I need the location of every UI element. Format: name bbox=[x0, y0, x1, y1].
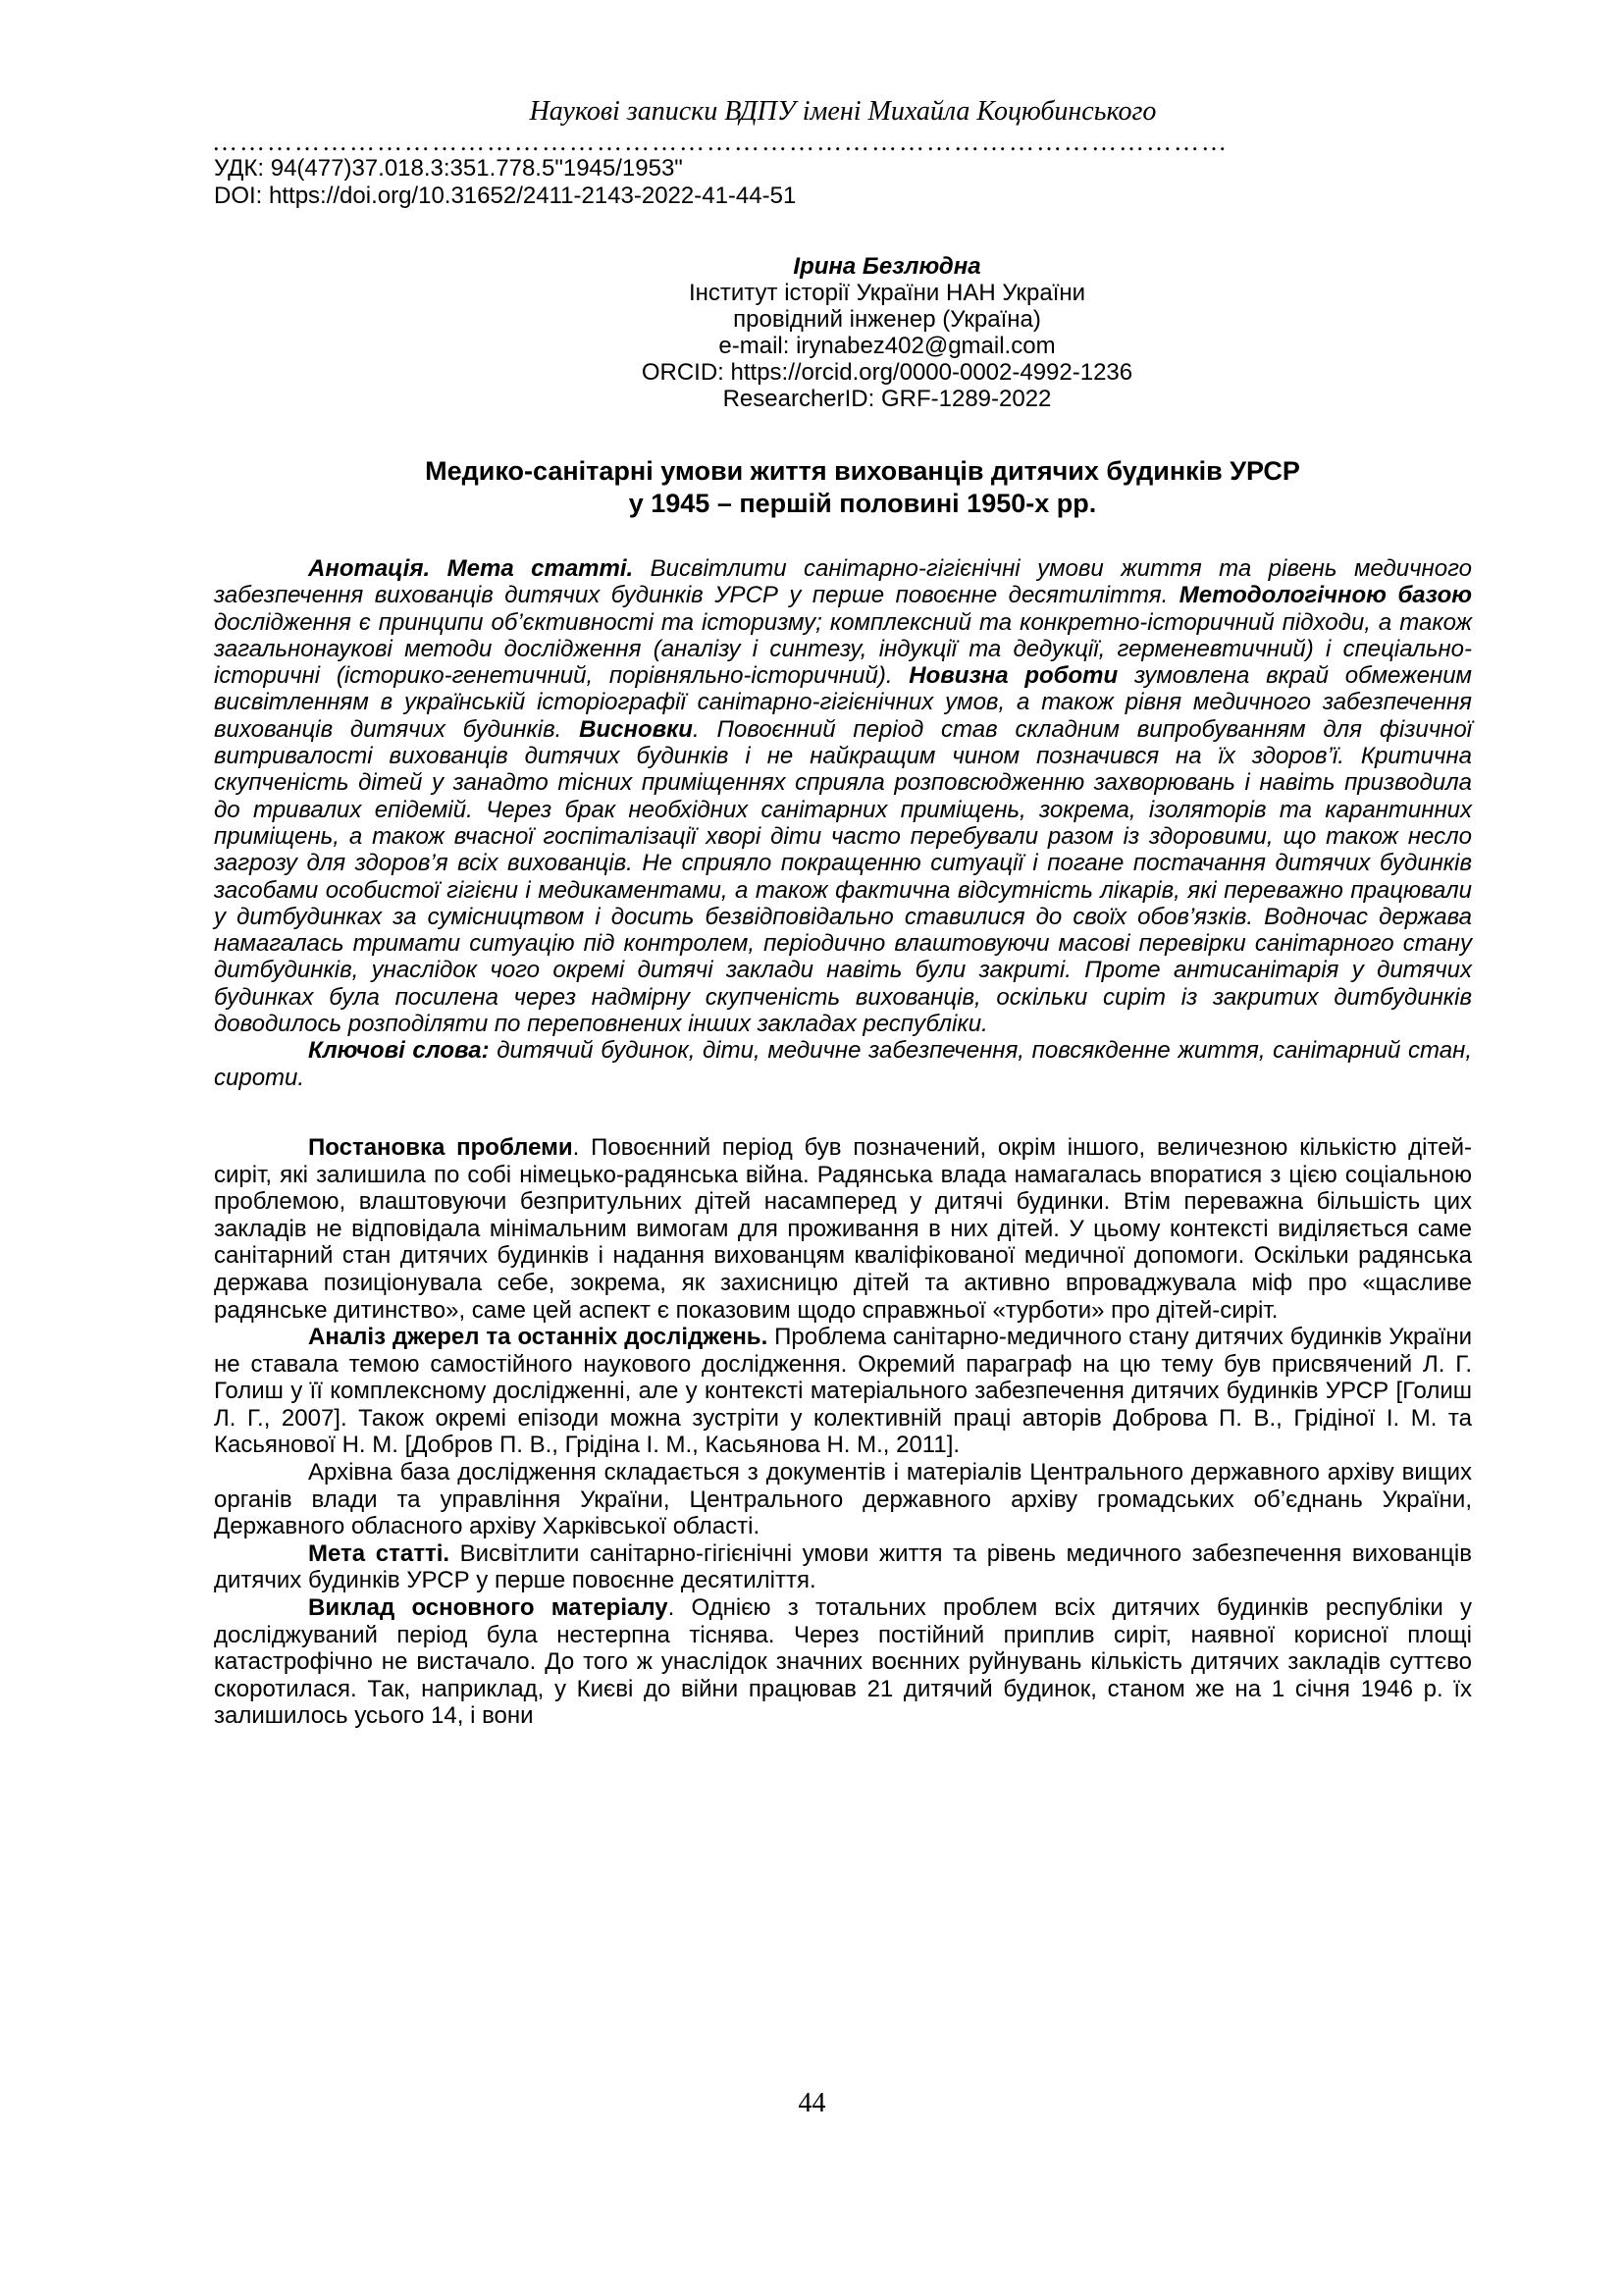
udk-line: УДК: 94(477)37.018.3:351.778.5"1945/1953" bbox=[214, 155, 683, 182]
author-block bbox=[214, 253, 1472, 412]
goal-label: Мета статті. bbox=[308, 1539, 450, 1567]
body-paragraph-main bbox=[214, 1594, 1472, 1730]
page-number: 44 bbox=[798, 2088, 826, 2118]
article-title-line-1: Медико-санітарні умови життя вихованців дитячих будинків УРСР bbox=[425, 456, 1300, 486]
abstract-goal-label: Мета статті. bbox=[446, 555, 634, 582]
abstract-method-label: Методологічною базою bbox=[1179, 582, 1472, 609]
running-title: Наукові записки ВДПУ імені Михайла Коцюбинського bbox=[529, 96, 1157, 127]
article-title bbox=[214, 455, 1472, 520]
author-position: провідний інженер (Україна) bbox=[733, 306, 1041, 333]
abstract-novelty-text: зумовлена вкрай обмеженим висвітленням в українській історіографії санітарно-гігієнічних умов, а також рівня медичного забезпечення вихованців дитячих будинків. bbox=[214, 662, 1473, 743]
dotted-separator: ………………………………………………………………………………………………… bbox=[212, 130, 1229, 155]
page bbox=[214, 94, 1472, 1730]
body-paragraph-sources bbox=[214, 1324, 1472, 1459]
abstract-label: Анотація. bbox=[308, 555, 431, 582]
archive-text: Архівна база дослідження складається з документів і матеріалів Центрального державного архіву вищих органів влади та управління України, Центрального державного архіву громадських об’єднань України, Державного обласного архіву Харківської області. bbox=[214, 1459, 1472, 1540]
author-orcid: ORCID: https://orcid.org/0000-0002-4992-1236 bbox=[641, 359, 1133, 386]
body-paragraph-problem bbox=[214, 1134, 1472, 1324]
keywords-text: дитячий будинок, діти, медичне забезпечення, повсякденне життя, санітарний стан, сироти. bbox=[214, 1037, 1473, 1091]
abstract-paragraph bbox=[214, 555, 1472, 1037]
doi-line: DOI: https://doi.org/10.31652/2411-2143-2022-41-44-51 bbox=[214, 182, 797, 209]
abstract-conclusions-text: . Повоєнний період став складним випробуванням для фізичної витривалості вихованців дитячих будинків і не найкращим чином позначився на їх здоров’ї. Критична скупченість дітей у занадто тісних приміщеннях сприяла розповсюдженню захворювань і навіть призводила до тривалих епідемій. Через брак необхідних санітарних приміщень, зокрема, ізоляторів та карантинних приміщень, а також вчасної госпіталізації хворі діти часто перебували разом із здоровими, що також несло загрозу для здоров’я всіх вихованців. Не сприяло покращенню ситуації і погане постачання дитячих будинків засобами особистої гігієни і медикаментами, а також фактична відсутність лікарів, які переважно працювали у дитбудинках за сумісництвом і досить безвідповідально ставилися до своїх обов’язків. Водночас держава намагалась тримати ситуацію під контролем, періодично влаштовуючи масові перевірки санітарного стану дитбудинків, унаслідок чого окремі дитячі заклади навіть були закриті. Проте антисанітарія у дитячих будинках була посилена через надмірну скупченість вихованців, оскільки сиріт із закритих дитбудинків доводилось розподіляти по переповнених інших закладах республіки. bbox=[214, 715, 1473, 1038]
author-institution: Інститут історії України НАН України bbox=[688, 280, 1086, 306]
abstract-method-text: дослідження є принципи об’єктивності та історизму; комплексний та конкретно-історичний підходи, а також загальнонаукові методи дослідження (аналізу і синтезу, індукції та дедукції, герменевтичний) і спеціально-історичні (історико-генетичний, порівняльно-історичний). bbox=[214, 608, 1472, 690]
problem-label: Постановка проблеми bbox=[308, 1133, 573, 1161]
keywords-label: Ключові слова: bbox=[308, 1037, 490, 1065]
keywords-paragraph bbox=[214, 1037, 1472, 1091]
sources-label: Аналіз джерел та останніх досліджень. bbox=[308, 1324, 768, 1351]
abstract-novelty-label: Новизна роботи bbox=[909, 662, 1119, 690]
article-title-line-2: у 1945 – першій половині 1950-х рр. bbox=[628, 489, 1097, 518]
author-name: Ірина Безлюдна bbox=[793, 253, 981, 280]
abstract bbox=[214, 555, 1472, 1091]
article-body bbox=[214, 1134, 1472, 1730]
body-paragraph-goal bbox=[214, 1540, 1472, 1594]
goal-text: Висвітлити санітарно-гігієнічні умови життя та рівень медичного забезпечення вихованців дитячих будинків УРСР у перше повоєнне десятиліття. bbox=[214, 1539, 1472, 1594]
main-label: Виклад основного матеріалу bbox=[308, 1594, 668, 1622]
main-text: . Однією з тотальних проблем всіх дитячих будинків республіки у досліджуваний період була нестерпна тіснява. Через постійний приплив сиріт, наявної корисної площі катастрофічно не вистачало. До того ж унаслідок значних воєнних руйнувань кількість дитячих закладів суттєво скоротилася. Так, наприклад, у Києві до війни працював 21 дитячий будинок, станом же на 1 січня 1946 р. їх залишилось усього 14, і вони bbox=[214, 1594, 1472, 1730]
author-researcher-id: ResearcherID: GRF-1289-2022 bbox=[722, 386, 1052, 412]
sources-text: Проблема санітарно-медичного стану дитячих будинків України не ставала темою самостійного наукового дослідження. Окремий параграф на цю тему був присвячений Л. Г. Голиш у її комплексному дослідженні, але у контексті матеріального забезпечення дитячих будинків УРСР [Голиш Л. Г., 2007]. Також окремі епізоди можна зустріти у колективній праці авторів Доброва П. В., Грідіної І. М. та Касьянової Н. М. [Добров П. В., Грідіна І. М., Касьянова Н. М., 2011]. bbox=[214, 1324, 1472, 1459]
body-paragraph-archive bbox=[214, 1459, 1472, 1540]
author-email: e-mail: irynabez402@gmail.com bbox=[718, 333, 1056, 359]
abstract-conclusions-label: Висновки bbox=[579, 715, 693, 743]
abstract-goal-text: Висвітлити санітарно-гігієнічні умови життя та рівень медичного забезпечення вихованців дитячих будинків УРСР у перше повоєнне десятиліття. bbox=[214, 555, 1473, 609]
problem-text: . Повоєнний період був позначений, окрім іншого, величезною кількістю дітей-сиріт, які залишила по собі німецько-радянська війна. Радянська влада намагалась впоратися з цією соціальною проблемою, влаштовуючи безпритульних дітей насамперед у дитячі будинки. Втім переважна більшість цих закладів не відповідала мінімальним вимогам для проживання в них дітей. У цьому контексті виділяється саме санітарний стан дитячих будинків і надання вихованцям кваліфікованої медичної допомоги. Оскільки радянська держава позиціонувала себе, зокрема, як захисницю дітей та активно впроваджувала міф про «щасливе радянське дитинство», саме цей аспект є показовим щодо справжньої «турботи» про дітей-сиріт. bbox=[214, 1133, 1472, 1324]
